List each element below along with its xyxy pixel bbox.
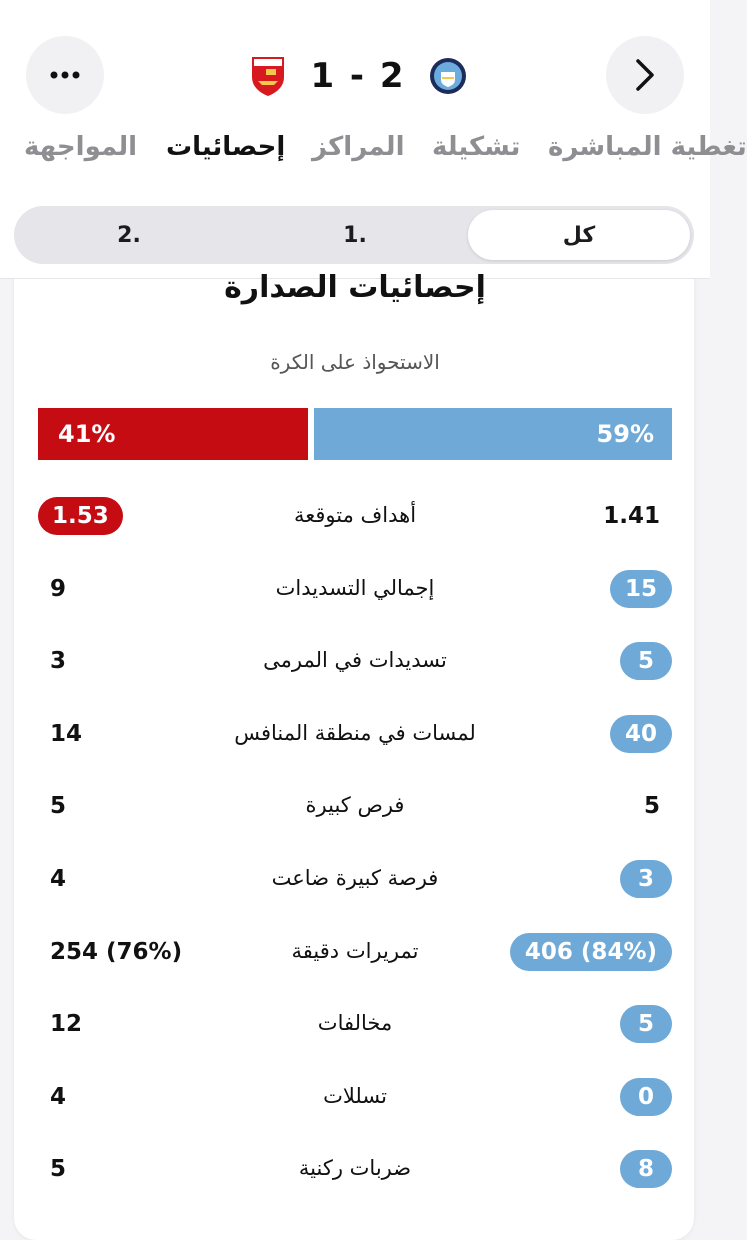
card-title: إحصائيات الصدارة (224, 270, 486, 305)
stat-away-value: 5 (643, 793, 660, 819)
stat-home-value: 14 (50, 721, 83, 747)
possession-bar (38, 408, 672, 460)
stat-home-value: 3 (50, 648, 67, 674)
stat-away-value: 8 (620, 1150, 672, 1188)
stat-row (0, 1078, 710, 1122)
match-tabs (0, 128, 747, 172)
match-score: 1 - 2 (310, 56, 406, 96)
stat-label: فرص كبيرة (305, 793, 405, 817)
tab-standings[interactable]: المراكز (312, 132, 405, 162)
arsenal-crest-icon (248, 54, 288, 98)
stat-label: أهداف متوقعة (293, 503, 417, 527)
stat-label: تسديدات في المرمى (263, 648, 447, 672)
stat-away-value: 15 (610, 570, 672, 608)
more-button[interactable] (26, 36, 104, 114)
tab-lineup[interactable]: تشكيلة (432, 132, 521, 162)
stat-home-value: 9 (50, 576, 67, 602)
stat-label: مخالفات (317, 1011, 393, 1035)
stat-row (0, 933, 710, 977)
possession-label: الاستحواذ على الكرة (270, 350, 440, 374)
stat-away-value: 406 (84%) (510, 933, 672, 971)
stat-away-value: 0 (620, 1078, 672, 1116)
stat-home-value: 1.53 (38, 497, 123, 535)
tab-head-to-head[interactable]: المواجهة (24, 132, 137, 162)
segment-all[interactable]: كل (562, 222, 596, 248)
stat-away-value: 5 (620, 642, 672, 680)
stat-away-value: 3 (620, 860, 672, 898)
stat-label: ضربات ركنية (298, 1156, 412, 1180)
stat-away-value: 5 (620, 1005, 672, 1043)
chevron-right-icon (634, 58, 656, 92)
stat-row (0, 860, 710, 904)
back-button[interactable] (606, 36, 684, 114)
tab-live-coverage[interactable]: تغطية المباشرة (548, 132, 747, 162)
stat-away-value: 40 (610, 715, 672, 753)
stat-row (0, 1005, 710, 1049)
stat-label: تسللات (323, 1084, 387, 1108)
stat-label: إجمالي التسديدات (275, 576, 435, 600)
stat-home-value: 12 (50, 1011, 83, 1037)
more-horizontal-icon (50, 71, 80, 79)
match-header (0, 0, 747, 279)
segment-second-half[interactable]: 2. (117, 222, 141, 248)
possession-away: 59% (314, 408, 672, 460)
period-selector (14, 206, 694, 264)
stat-row (0, 1150, 710, 1194)
stat-label: لمسات في منطقة المنافس (234, 721, 476, 745)
stat-row (0, 787, 710, 831)
manchester-city-crest-icon (428, 54, 468, 98)
stat-home-value: 4 (50, 1084, 67, 1110)
stat-row (0, 715, 710, 759)
stat-label: تمريرات دقيقة (291, 939, 419, 963)
stat-home-value: 254 (76%) (50, 939, 183, 965)
stat-label: فرصة كبيرة ضاعت (271, 866, 439, 890)
stat-home-value: 4 (50, 866, 67, 892)
stat-row (0, 642, 710, 686)
stat-home-value: 5 (50, 1156, 67, 1182)
tab-stats[interactable]: إحصائيات (166, 132, 286, 162)
scoreboard (248, 50, 468, 102)
possession-home: 41% (38, 408, 308, 460)
stat-home-value: 5 (50, 793, 67, 819)
segment-first-half[interactable]: 1. (343, 222, 367, 248)
stat-row (0, 570, 710, 614)
stat-away-value: 1.41 (603, 503, 660, 529)
stat-row (0, 497, 710, 541)
